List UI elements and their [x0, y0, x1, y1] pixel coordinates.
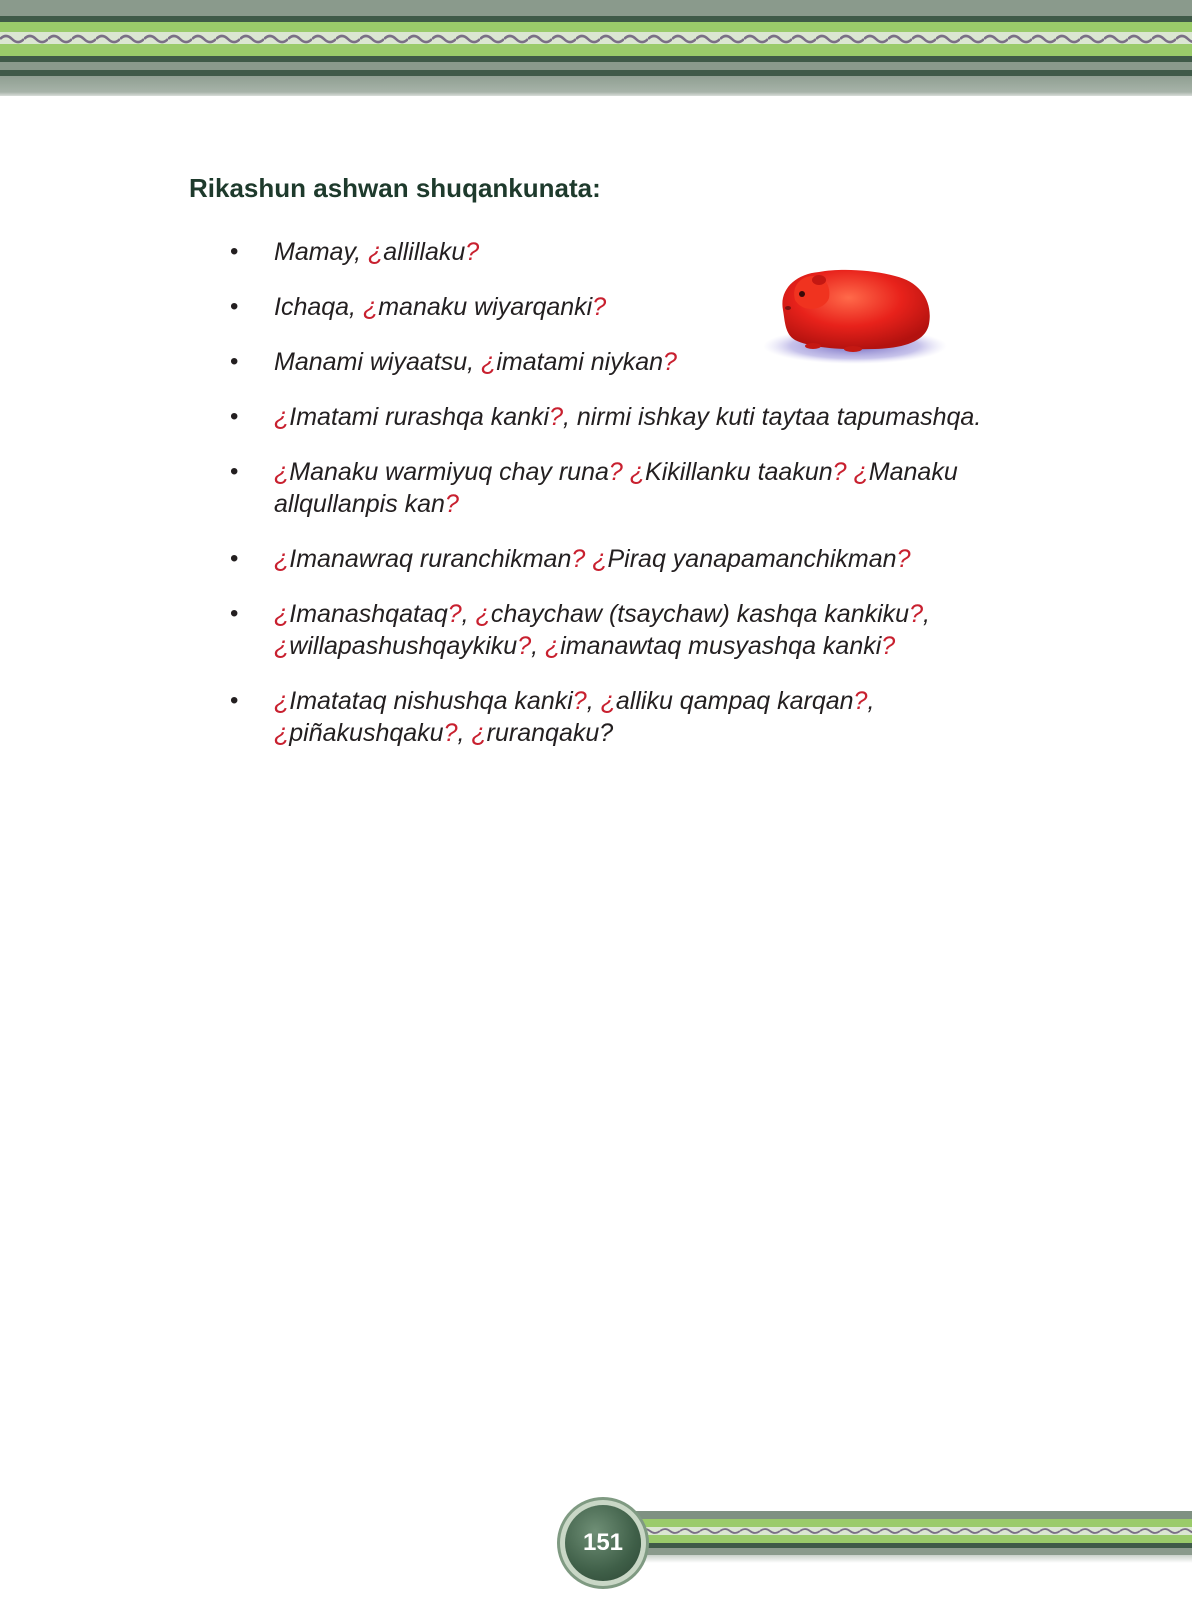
question-mark: ¿ — [471, 719, 487, 747]
question-text: chaychaw (tsaychaw) kashqa kankiku — [490, 600, 910, 628]
question-mark: ¿ — [274, 545, 290, 573]
question-text: , — [867, 687, 875, 715]
bullet-point: • — [230, 600, 239, 627]
question-mark: ? — [517, 632, 532, 660]
question-item — [230, 543, 1050, 575]
question-mark: ¿ — [274, 458, 290, 486]
question-mark: ? — [549, 403, 564, 431]
question-mark: ? — [909, 600, 923, 628]
question-text: imatami niykan — [496, 348, 664, 376]
question-item — [230, 598, 1050, 662]
bullet-point: • — [230, 293, 239, 320]
bullet-point: • — [230, 403, 239, 430]
question-mark: ¿ — [274, 600, 290, 628]
question-text: alliku qampaq karqan — [615, 687, 854, 715]
question-mark: ¿ — [629, 458, 646, 486]
question-text: Piraq yanapamanchikman — [607, 545, 897, 573]
question-text: , nirmi ishkay kuti taytaa tapumashqa. — [563, 403, 982, 431]
bullet-point: • — [230, 545, 239, 572]
question-text: Imanashqataq — [289, 600, 448, 628]
question-text: , — [531, 632, 545, 660]
question-item — [230, 456, 1050, 520]
question-mark: ¿ — [368, 238, 384, 266]
top-decorative-band — [0, 0, 1192, 96]
question-mark: ¿ — [274, 632, 290, 660]
question-mark: ? — [853, 687, 868, 715]
question-text: piñakushqaku — [289, 719, 444, 747]
question-text: Imatataq nishushqa kanki — [289, 687, 573, 715]
footer-decorative-band — [600, 1511, 1192, 1563]
question-text: , — [457, 719, 472, 747]
page-heading: Rikashun ashwan shuqankunata: — [189, 173, 601, 203]
question-mark: ? — [572, 687, 587, 715]
question-text: allillaku — [383, 238, 466, 266]
question-text: Manaku allqullanpis kan — [274, 458, 958, 518]
wave-pattern — [0, 33, 1192, 45]
question-text — [623, 458, 630, 486]
question-mark: ¿ — [475, 600, 491, 628]
question-item — [230, 685, 1050, 749]
question-text: , — [586, 687, 601, 715]
question-text: , — [922, 600, 930, 628]
question-mark: ¿ — [481, 348, 497, 376]
question-mark: ¿ — [600, 687, 616, 715]
bullet-point: • — [230, 238, 239, 265]
question-mark: ? — [608, 458, 623, 486]
guinea-pig-illustration — [755, 228, 955, 380]
question-mark: ? — [444, 490, 459, 518]
question-text: willapashushqaykiku — [289, 632, 518, 660]
question-mark: ¿ — [853, 458, 869, 486]
question-text — [847, 458, 854, 486]
question-text: Manami wiyaatsu, — [274, 348, 482, 376]
question-mark: ¿ — [545, 632, 561, 660]
question-mark: ¿ — [274, 687, 290, 715]
question-mark: ? — [832, 458, 847, 486]
page-number-badge — [565, 1505, 641, 1581]
question-mark: ? — [663, 348, 677, 376]
question-mark: ¿ — [362, 293, 379, 321]
question-mark: ? — [443, 719, 458, 747]
question-mark: ¿ — [274, 719, 290, 747]
question-mark: ? — [592, 293, 607, 321]
footer-wave-pattern — [600, 1527, 1192, 1535]
question-text: Ichaqa, — [274, 293, 363, 321]
page-number: 151 — [582, 1529, 624, 1556]
question-text: Mamay, — [274, 238, 368, 266]
question-mark: ? — [881, 632, 896, 660]
question-text: Manaku warmiyuq chay runa — [289, 458, 609, 486]
question-mark: ¿ — [274, 403, 290, 431]
question-text: , — [461, 600, 476, 628]
question-text: Kikillanku taakun — [645, 458, 833, 486]
question-mark: ? — [465, 238, 480, 266]
question-mark: ? — [447, 600, 462, 628]
question-mark: ¿ — [592, 545, 608, 573]
bullet-point: • — [230, 458, 239, 485]
bullet-point: • — [230, 348, 239, 375]
question-text: Imanawraq ruranchikman — [289, 545, 572, 573]
question-item — [230, 401, 1050, 433]
question-text: ruranqaku? — [486, 719, 614, 747]
question-text: imanawtaq musyashqa kanki — [560, 632, 882, 660]
question-mark: ? — [896, 545, 911, 573]
question-mark: ? — [571, 545, 586, 573]
question-text: Imatami rurashqa kanki — [289, 403, 550, 431]
bullet-point: • — [230, 687, 239, 714]
question-text: manaku wiyarqanki — [378, 293, 593, 321]
